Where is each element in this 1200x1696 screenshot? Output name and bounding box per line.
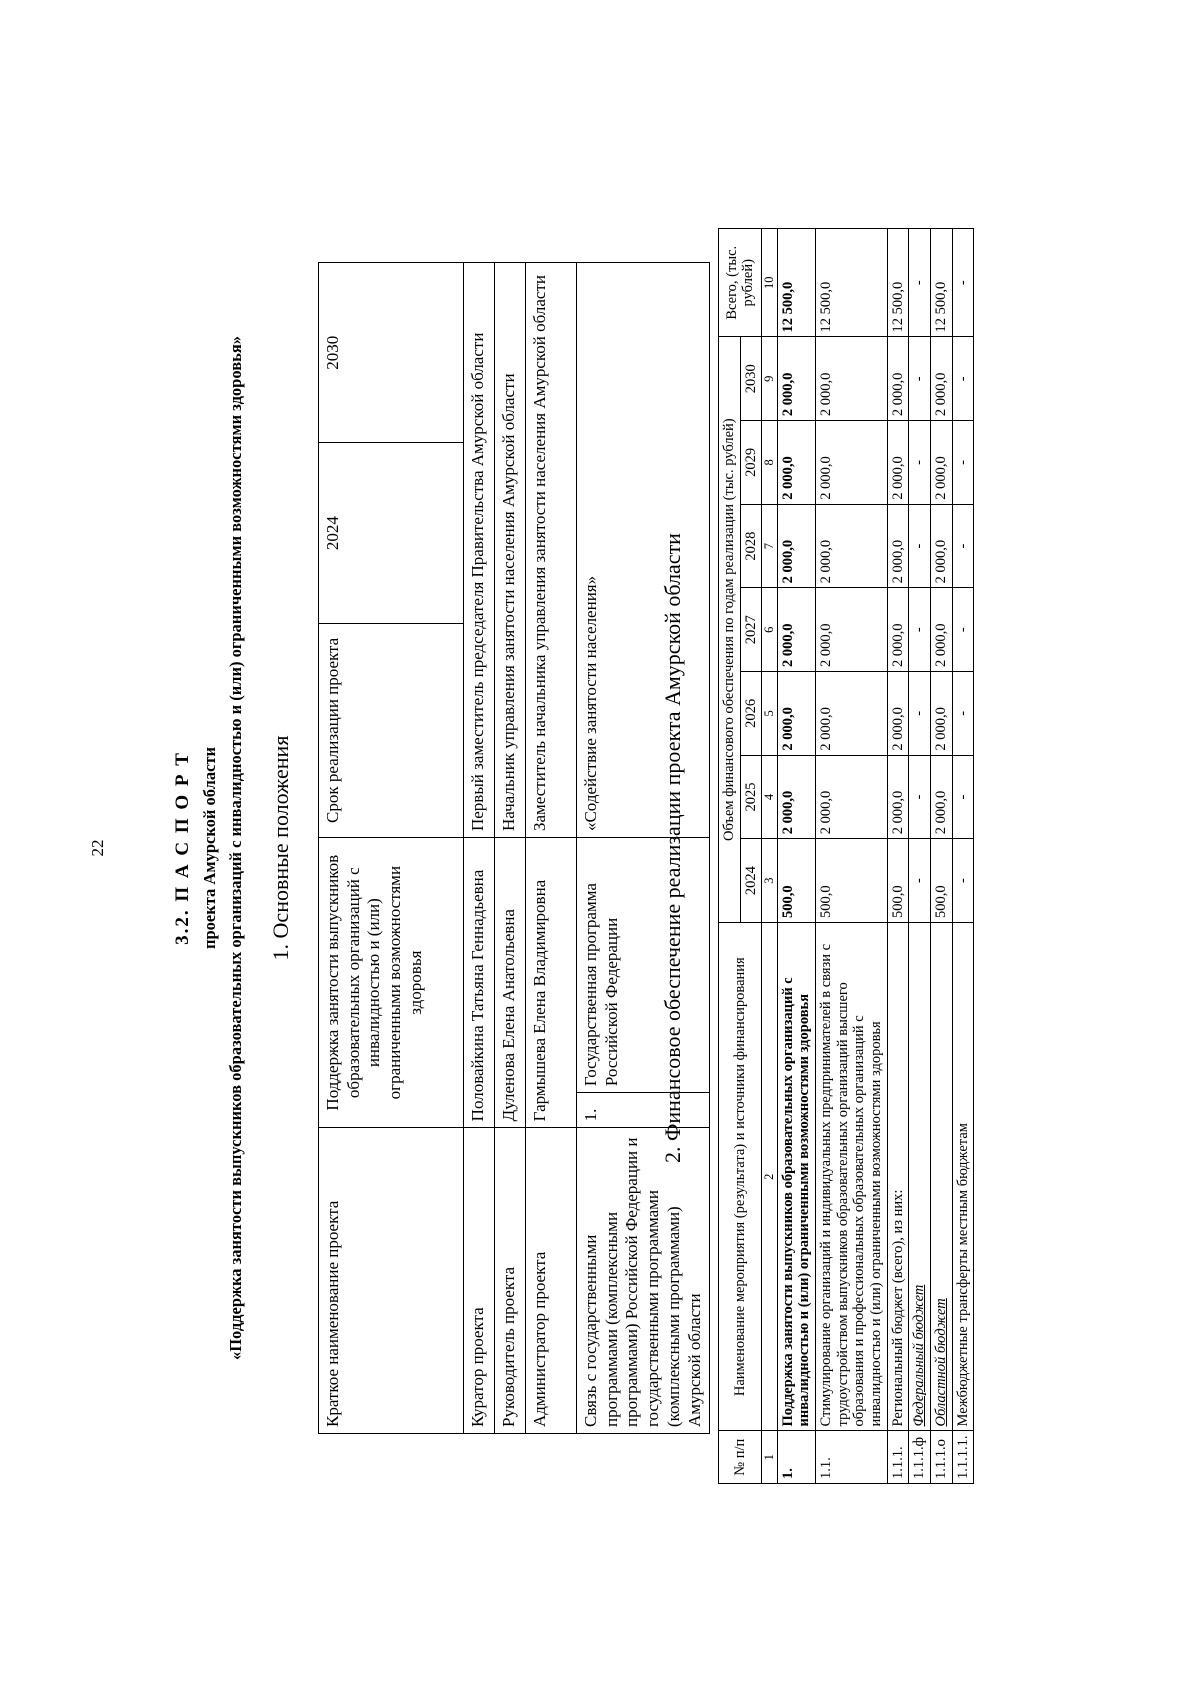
row-total: 12 500,0 <box>777 229 815 337</box>
section-1-title: 1. Основные положения <box>268 735 293 961</box>
passport-subtitle: проекта Амурской области <box>200 746 219 950</box>
row-value: 2 000,0 <box>816 421 888 505</box>
row-value: 2 000,0 <box>931 672 953 756</box>
col-total-header: Всего, (тыс. рублей) <box>719 229 762 337</box>
program-link-label: Связь с государственными программами (комплексными программами) Российской Федерации и государственными программами (комплексными программами) Амурской области <box>577 1128 710 1434</box>
row-value: - <box>952 421 974 505</box>
table-row <box>931 229 953 1484</box>
row-name: Региональный бюджет (всего), из них: <box>887 922 909 1431</box>
row-value: - <box>909 421 931 505</box>
index-cell: 9 <box>762 337 777 421</box>
index-cell: 6 <box>762 588 777 672</box>
director-name: Дуленова Елена Анатольевна <box>495 838 526 1128</box>
row-value: 2 000,0 <box>931 588 953 672</box>
admin-name: Гармышева Елена Владимировна <box>526 838 577 1128</box>
year-header: 2025 <box>740 755 762 839</box>
row-value: 2 000,0 <box>816 672 888 756</box>
year-header: 2029 <box>740 421 762 505</box>
row-total: 12 500,0 <box>816 229 888 337</box>
curator-name: Половайкина Татьяна Геннадьевна <box>464 838 495 1128</box>
row-value: - <box>909 588 931 672</box>
row-value: 2 000,0 <box>887 588 909 672</box>
year-header: 2030 <box>740 337 762 421</box>
financing-table <box>718 228 974 1484</box>
row-value: - <box>909 504 931 588</box>
index-cell: 1 <box>762 1431 777 1484</box>
year-header: 2028 <box>740 504 762 588</box>
row-num: 1. <box>777 1431 815 1484</box>
row-value: - <box>909 839 931 923</box>
section-2-title: 2. Финансовое обеспечение реализации проекта Амурской области <box>660 533 685 1163</box>
row-name: Поддержка занятости выпускников образовательных организаций с инвалидностью и (или) ограниченными возможностями здоровья <box>777 922 815 1431</box>
curator-label: Куратор проекта <box>464 1128 495 1434</box>
index-cell: 7 <box>762 504 777 588</box>
row-value: 2 000,0 <box>777 421 815 505</box>
short-name-label: Краткое наименование проекта <box>319 1128 464 1434</box>
row-value: 2 000,0 <box>887 672 909 756</box>
program-link-type: Государственная программа Российской Федерации <box>577 838 710 1093</box>
row-value: - <box>909 337 931 421</box>
row-value: 2 000,0 <box>887 504 909 588</box>
index-cell: 4 <box>762 755 777 839</box>
row-value: 2 000,0 <box>816 337 888 421</box>
row-value: 2 000,0 <box>931 421 953 505</box>
row-value: - <box>952 504 974 588</box>
row-num: 1.1.1.о <box>931 1431 953 1484</box>
row-value: - <box>952 337 974 421</box>
program-link-name: «Содействие занятости населения» <box>577 263 710 838</box>
row-value: 500,0 <box>887 839 909 923</box>
row-num: 1.1. <box>816 1431 888 1484</box>
row-value: 2 000,0 <box>816 755 888 839</box>
page-number: 22 <box>88 839 107 857</box>
admin-label: Администратор проекта <box>526 1128 577 1434</box>
row-total: - <box>952 229 974 337</box>
index-cell: 5 <box>762 672 777 756</box>
program-link-number: 1. <box>577 1093 710 1128</box>
index-cell: 3 <box>762 839 777 923</box>
row-value: 2 000,0 <box>887 755 909 839</box>
curator-position: Первый заместитель председателя Правительства Амурской области <box>464 263 495 838</box>
admin-position: Заместитель начальника управления занятости населения Амурской области <box>526 263 577 838</box>
table-row <box>777 229 815 1484</box>
table-row <box>887 229 909 1484</box>
row-total: 12 500,0 <box>887 229 909 337</box>
row-value: 2 000,0 <box>777 504 815 588</box>
year-header: 2027 <box>740 588 762 672</box>
table-row <box>816 229 888 1484</box>
row-value: - <box>952 588 974 672</box>
row-value: 2 000,0 <box>887 421 909 505</box>
year-header: 2024 <box>740 839 762 923</box>
row-num: 1.1.1. <box>887 1431 909 1484</box>
passport-title: 3.2. П А С П О Р Т <box>172 751 193 945</box>
row-name: Областной бюджет <box>931 922 953 1431</box>
row-value: 2 000,0 <box>777 337 815 421</box>
row-value: 2 000,0 <box>931 504 953 588</box>
short-name-value: Поддержка занятости выпускников образовательных организаций с инвалидностью и (или) ограниченными возможностями здоровья <box>319 838 464 1128</box>
col-num-header: № п/п <box>719 1431 762 1484</box>
row-value: - <box>952 839 974 923</box>
row-name: Федеральный бюджет <box>909 922 931 1431</box>
row-value: 2 000,0 <box>931 337 953 421</box>
row-value: 2 000,0 <box>887 337 909 421</box>
row-value: 2 000,0 <box>777 588 815 672</box>
main-provisions-table <box>318 262 710 1434</box>
index-cell: 2 <box>762 922 777 1431</box>
row-total: 12 500,0 <box>931 229 953 337</box>
project-name: «Поддержка занятости выпускников образовательных организаций с инвалидностью и (или) ограниченными возможностями здоровья» <box>226 335 245 1361</box>
table-row <box>909 229 931 1484</box>
row-name: Стимулирование организаций и индивидуальных предпринимателей в связи с трудоустройством выпускников образовательных организаций высшего образования и профессиональных образовательных организаций с инвалидностью и (или) ограниченными возможностями здоровья <box>816 922 888 1431</box>
row-value: - <box>909 755 931 839</box>
row-value: - <box>952 755 974 839</box>
director-position: Начальник управления занятости населения Амурской области <box>495 263 526 838</box>
row-value: 2 000,0 <box>777 755 815 839</box>
row-value: - <box>909 672 931 756</box>
row-name: Межбюджетные трансферты местным бюджетам <box>952 922 974 1431</box>
row-num: 1.1.1.1. <box>952 1431 974 1484</box>
row-value: 2 000,0 <box>816 504 888 588</box>
index-cell: 8 <box>762 421 777 505</box>
year-header: 2026 <box>740 672 762 756</box>
director-label: Руководитель проекта <box>495 1128 526 1434</box>
row-num: 1.1.1.ф <box>909 1431 931 1484</box>
year-start: 2024 <box>319 443 464 623</box>
row-value: - <box>952 672 974 756</box>
row-total: - <box>909 229 931 337</box>
col-volume-header: Объем финансового обеспечения по годам реализации (тыс. рублей) <box>719 337 741 922</box>
col-name-header: Наименование мероприятия (результата) и источники финансирования <box>719 922 762 1431</box>
term-label: Срок реализации проекта <box>319 623 464 837</box>
table-row <box>952 229 974 1484</box>
row-value: 2 000,0 <box>816 588 888 672</box>
row-value: 500,0 <box>777 839 815 923</box>
year-end: 2030 <box>319 263 464 443</box>
row-value: 2 000,0 <box>777 672 815 756</box>
row-value: 500,0 <box>816 839 888 923</box>
row-value: 500,0 <box>931 839 953 923</box>
index-cell: 10 <box>762 229 777 337</box>
row-value: 2 000,0 <box>931 755 953 839</box>
